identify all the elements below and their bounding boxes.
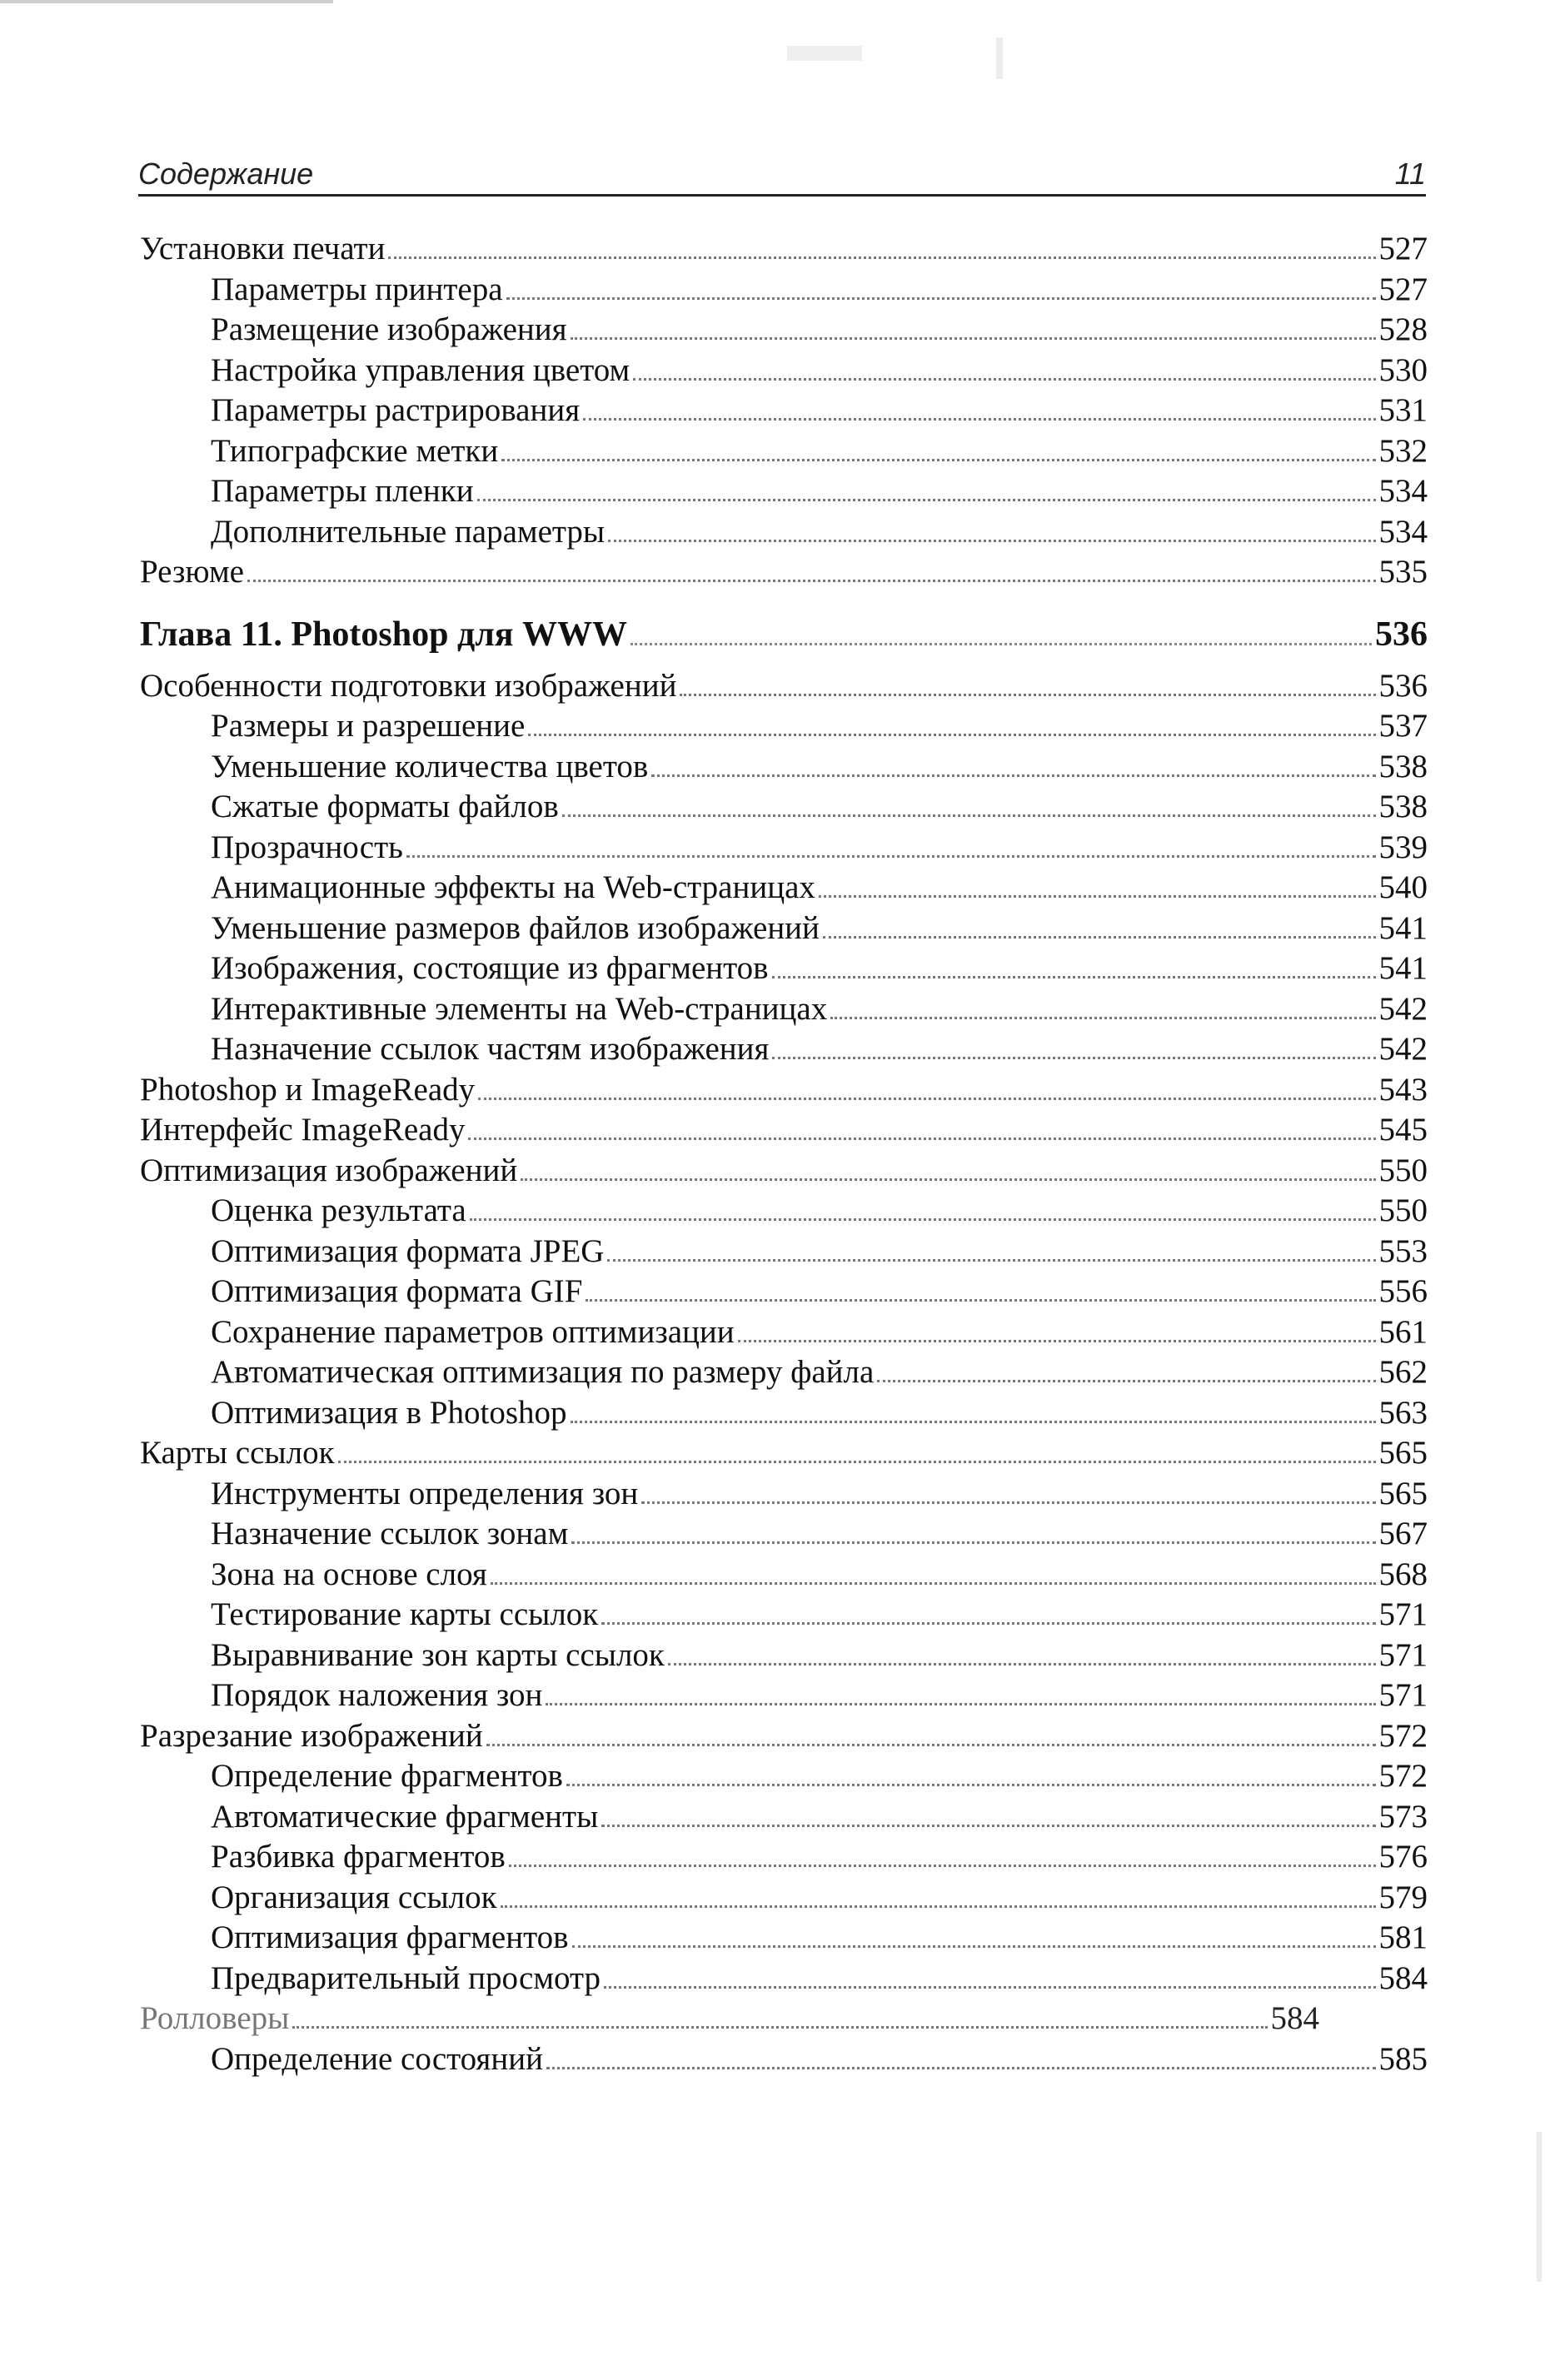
- toc-entry-title: Ролловеры: [140, 2000, 290, 2036]
- toc-entry-page: 550: [1378, 1192, 1428, 1228]
- dot-leader: [468, 1138, 1375, 1140]
- toc-entry-title: Уменьшение размеров файлов изображений: [211, 909, 820, 946]
- toc-entry: [140, 351, 1428, 391]
- dot-leader: [562, 814, 1376, 817]
- toc-entry-title: Предварительный просмотр: [211, 1959, 601, 1996]
- toc-entry-page: 530: [1378, 351, 1428, 388]
- toc-entry-title: Параметры принтера: [211, 271, 503, 307]
- dot-leader: [738, 1340, 1376, 1342]
- toc-entry-page: 556: [1378, 1273, 1428, 1309]
- toc-entry: [140, 706, 1428, 747]
- toc-entry-title: Настройка управления цветом: [211, 351, 630, 388]
- dot-leader: [608, 540, 1375, 542]
- toc-entry-page: 573: [1378, 1798, 1428, 1835]
- toc-entry-page: 536: [1378, 667, 1428, 704]
- dot-leader: [566, 1784, 1376, 1786]
- toc-entry: [140, 666, 1428, 707]
- dot-leader: [571, 1421, 1376, 1423]
- toc-entry-page: 534: [1378, 473, 1428, 509]
- dot-leader: [486, 1744, 1376, 1746]
- toc-entry: [140, 1474, 1428, 1515]
- dot-leader: [572, 1945, 1376, 1948]
- table-of-contents: [140, 229, 1428, 2079]
- toc-entry: [140, 828, 1428, 869]
- toc-entry-title: Параметры растрирования: [211, 392, 581, 428]
- toc-entry: [140, 1918, 1428, 1959]
- toc-entry-title: Параметры пленки: [211, 473, 474, 509]
- toc-entry: [140, 229, 1428, 270]
- dot-leader: [477, 499, 1376, 501]
- toc-entry: [140, 909, 1428, 949]
- toc-entry: [140, 1999, 1428, 2039]
- toc-entry-page: 542: [1378, 990, 1428, 1027]
- toc-entry: [140, 2039, 1428, 2080]
- toc-entry: [140, 1029, 1428, 1070]
- toc-entry-title: Интерфейс ImageReady: [140, 1112, 466, 1148]
- dot-leader: [247, 580, 1376, 582]
- toc-entry: [140, 787, 1428, 828]
- dot-leader: [630, 643, 1372, 645]
- toc-entry-page: 535: [1378, 554, 1428, 590]
- toc-entry: [140, 868, 1428, 909]
- toc-entry-page: 571: [1378, 1636, 1428, 1673]
- toc-entry-page: 562: [1378, 1354, 1428, 1390]
- toc-entry: [140, 1878, 1428, 1919]
- toc-entry: [140, 949, 1428, 989]
- toc-entry-page: 585: [1378, 2040, 1428, 2077]
- toc-entry: [140, 747, 1428, 788]
- toc-entry-title: Размеры и разрешение: [211, 708, 526, 744]
- toc-entry-title: Размещение изображения: [211, 311, 567, 347]
- toc-entry-title: Установки печати: [140, 231, 386, 266]
- dot-leader: [406, 855, 1376, 858]
- toc-entry-title: Photoshop и ImageReady: [140, 1071, 476, 1108]
- toc-entry-title: Инструменты определения зон: [211, 1475, 639, 1511]
- toc-entry-title: Карты ссылок: [140, 1435, 335, 1471]
- toc-entry: [140, 1514, 1428, 1555]
- toc-entry: [140, 1959, 1428, 1999]
- dot-leader: [470, 1218, 1376, 1221]
- toc-entry: [140, 1070, 1428, 1111]
- header-page-number: 11: [1394, 157, 1426, 191]
- toc-entry-page: 568: [1378, 1556, 1428, 1592]
- dot-leader: [651, 774, 1375, 777]
- toc-entry: [140, 391, 1428, 431]
- toc-entry: [140, 1232, 1428, 1272]
- toc-entry-page: 565: [1378, 1435, 1428, 1471]
- dot-leader: [571, 337, 1376, 340]
- toc-entry-title: Оптимизация фрагментов: [211, 1919, 569, 1955]
- toc-entry-page: 584: [1270, 2000, 1319, 2036]
- toc-entry-title: Резюме: [140, 554, 244, 590]
- toc-entry: [140, 270, 1428, 311]
- dot-leader: [338, 1461, 1376, 1463]
- toc-entry-page: 538: [1378, 789, 1428, 824]
- toc-entry: [140, 1716, 1428, 1757]
- toc-entry-title: Дополнительные параметры: [211, 513, 606, 550]
- toc-entry-title: Оптимизация формата JPEG: [211, 1232, 605, 1269]
- toc-entry-title: Оптимизация в Photoshop: [211, 1394, 567, 1431]
- toc-entry-page: 538: [1378, 748, 1428, 784]
- toc-entry-title: Особенности подготовки изображений: [140, 667, 677, 704]
- toc-entry-page: 542: [1378, 1031, 1428, 1067]
- toc-entry-page: 536: [1375, 615, 1428, 654]
- toc-entry: [140, 1191, 1428, 1232]
- toc-entry-title: Определение фрагментов: [211, 1758, 563, 1794]
- toc-entry-page: 540: [1378, 869, 1428, 905]
- toc-entry-page: 572: [1378, 1717, 1428, 1754]
- toc-entry-title: Назначение ссылок частям изображения: [211, 1031, 770, 1067]
- dot-leader: [509, 1865, 1376, 1867]
- toc-entry-page: 541: [1378, 950, 1428, 986]
- dot-leader: [546, 1703, 1375, 1705]
- dot-leader: [546, 2067, 1376, 2069]
- toc-entry-page: 537: [1378, 708, 1428, 744]
- toc-entry-page: 534: [1378, 513, 1428, 550]
- header-title: Содержание: [138, 157, 314, 191]
- dot-leader: [571, 1541, 1375, 1544]
- toc-entry: [140, 1110, 1428, 1151]
- toc-entry-page: 527: [1378, 271, 1428, 307]
- scan-artifact: [1537, 2132, 1542, 2282]
- dot-leader: [388, 256, 1375, 259]
- toc-entry-page: 571: [1378, 1596, 1428, 1632]
- toc-entry-page: 579: [1378, 1879, 1428, 1915]
- dot-leader: [772, 976, 1376, 978]
- dot-leader: [680, 694, 1375, 696]
- dot-leader: [641, 1501, 1375, 1504]
- toc-entry-page: 543: [1378, 1071, 1428, 1108]
- toc-entry-title: Оценка результата: [211, 1192, 466, 1228]
- dot-leader: [521, 1178, 1375, 1181]
- dot-leader: [877, 1380, 1375, 1382]
- toc-entry-page: 531: [1378, 392, 1428, 428]
- toc-entry-title: Оптимизация изображений: [140, 1152, 518, 1188]
- toc-entry-title: Сохранение параметров оптимизации: [211, 1313, 735, 1350]
- dot-leader: [501, 459, 1375, 461]
- toc-entry: [140, 989, 1428, 1030]
- toc-entry-title: Назначение ссылок зонам: [211, 1516, 569, 1551]
- dot-leader: [586, 1299, 1375, 1302]
- toc-entry-page: 545: [1378, 1112, 1428, 1148]
- toc-entry: [140, 1151, 1428, 1192]
- toc-entry: [140, 1675, 1428, 1716]
- toc-entry-title: Анимационные эффекты на Web-страницах: [211, 869, 815, 905]
- toc-entry: [140, 1393, 1428, 1434]
- toc-entry: [140, 1312, 1428, 1353]
- toc-entry-page: 565: [1378, 1475, 1428, 1511]
- scan-artifact: [0, 0, 333, 3]
- toc-entry: [140, 1555, 1428, 1596]
- toc-entry-page: 532: [1378, 432, 1428, 469]
- dot-leader: [478, 1098, 1375, 1100]
- toc-entry-title: Типографские метки: [211, 432, 499, 469]
- dot-leader: [506, 297, 1376, 300]
- toc-chapter-entry: [140, 615, 1428, 661]
- dot-leader: [633, 378, 1375, 381]
- toc-entry-page: 571: [1378, 1677, 1428, 1713]
- scan-artifact: [787, 46, 862, 61]
- dot-leader: [601, 1622, 1375, 1625]
- toc-entry-title: Сжатые форматы файлов: [211, 789, 559, 824]
- dot-leader: [823, 936, 1376, 939]
- toc-entry: [140, 1433, 1428, 1474]
- toc-entry-page: 576: [1378, 1839, 1428, 1875]
- dot-leader: [830, 1017, 1375, 1019]
- toc-entry-title: Зона на основе слоя: [211, 1556, 487, 1592]
- dot-leader: [601, 1825, 1375, 1827]
- toc-entry-title: Порядок наложения зон: [211, 1677, 543, 1713]
- toc-entry: [140, 1837, 1428, 1878]
- toc-entry-page: 550: [1378, 1152, 1428, 1188]
- toc-entry: [140, 1636, 1428, 1676]
- toc-entry: [140, 512, 1428, 553]
- toc-entry-page: 528: [1378, 311, 1428, 347]
- scan-artifact: [996, 37, 1003, 79]
- toc-entry: [140, 1797, 1428, 1838]
- dot-leader: [491, 1582, 1376, 1585]
- toc-entry-page: 541: [1378, 909, 1428, 946]
- toc-entry: [140, 431, 1428, 472]
- running-header: [138, 157, 1426, 197]
- toc-entry-title: Уменьшение количества цветов: [211, 748, 649, 784]
- toc-entry-title: Автоматические фрагменты: [211, 1798, 599, 1835]
- toc-entry: [140, 552, 1428, 593]
- toc-entry-title: Выравнивание зон карты ссылок: [211, 1636, 665, 1673]
- dot-leader: [668, 1663, 1376, 1666]
- toc-entry-title: Организация ссылок: [211, 1879, 497, 1915]
- toc-entry-page: 563: [1378, 1394, 1428, 1431]
- toc-entry-title: Интерактивные элементы на Web-страницах: [211, 990, 828, 1027]
- toc-entry-page: 527: [1378, 231, 1428, 266]
- dot-leader: [772, 1057, 1375, 1059]
- toc-entry-page: 581: [1378, 1919, 1428, 1955]
- dot-leader: [607, 1259, 1375, 1262]
- toc-entry-title: Автоматическая оптимизация по размеру файла: [211, 1354, 875, 1390]
- toc-entry-page: 584: [1378, 1959, 1428, 1996]
- header-rule: [138, 194, 1426, 197]
- toc-entry: [140, 310, 1428, 351]
- toc-entry-page: 567: [1378, 1516, 1428, 1551]
- dot-leader: [501, 1905, 1376, 1908]
- toc-entry-title: Изображения, состоящие из фрагментов: [211, 950, 769, 986]
- toc-entry-title: Определение состояний: [211, 2040, 543, 2077]
- toc-entry-page: 572: [1378, 1758, 1428, 1794]
- toc-entry: [140, 1352, 1428, 1393]
- toc-entry-page: 561: [1378, 1313, 1428, 1350]
- toc-entry: [140, 1756, 1428, 1797]
- toc-entry-title: Разбивка фрагментов: [211, 1839, 506, 1875]
- dot-leader: [819, 895, 1376, 898]
- toc-entry: [140, 1595, 1428, 1636]
- dot-leader: [292, 2026, 1267, 2029]
- toc-entry-page: 539: [1378, 829, 1428, 865]
- toc-entry-title: Оптимизация формата GIF: [211, 1273, 583, 1309]
- toc-entry: [140, 471, 1428, 512]
- toc-entry: [140, 1272, 1428, 1312]
- toc-entry-title: Разрезание изображений: [140, 1717, 483, 1754]
- dot-leader: [604, 1986, 1375, 1989]
- toc-entry-title: Тестирование карты ссылок: [211, 1596, 599, 1632]
- toc-entry-page: 553: [1378, 1232, 1428, 1269]
- dot-leader: [583, 418, 1375, 421]
- toc-entry-title: Глава 11. Photoshop для WWW: [140, 615, 628, 654]
- dot-leader: [528, 734, 1375, 736]
- toc-entry-title: Прозрачность: [211, 829, 403, 865]
